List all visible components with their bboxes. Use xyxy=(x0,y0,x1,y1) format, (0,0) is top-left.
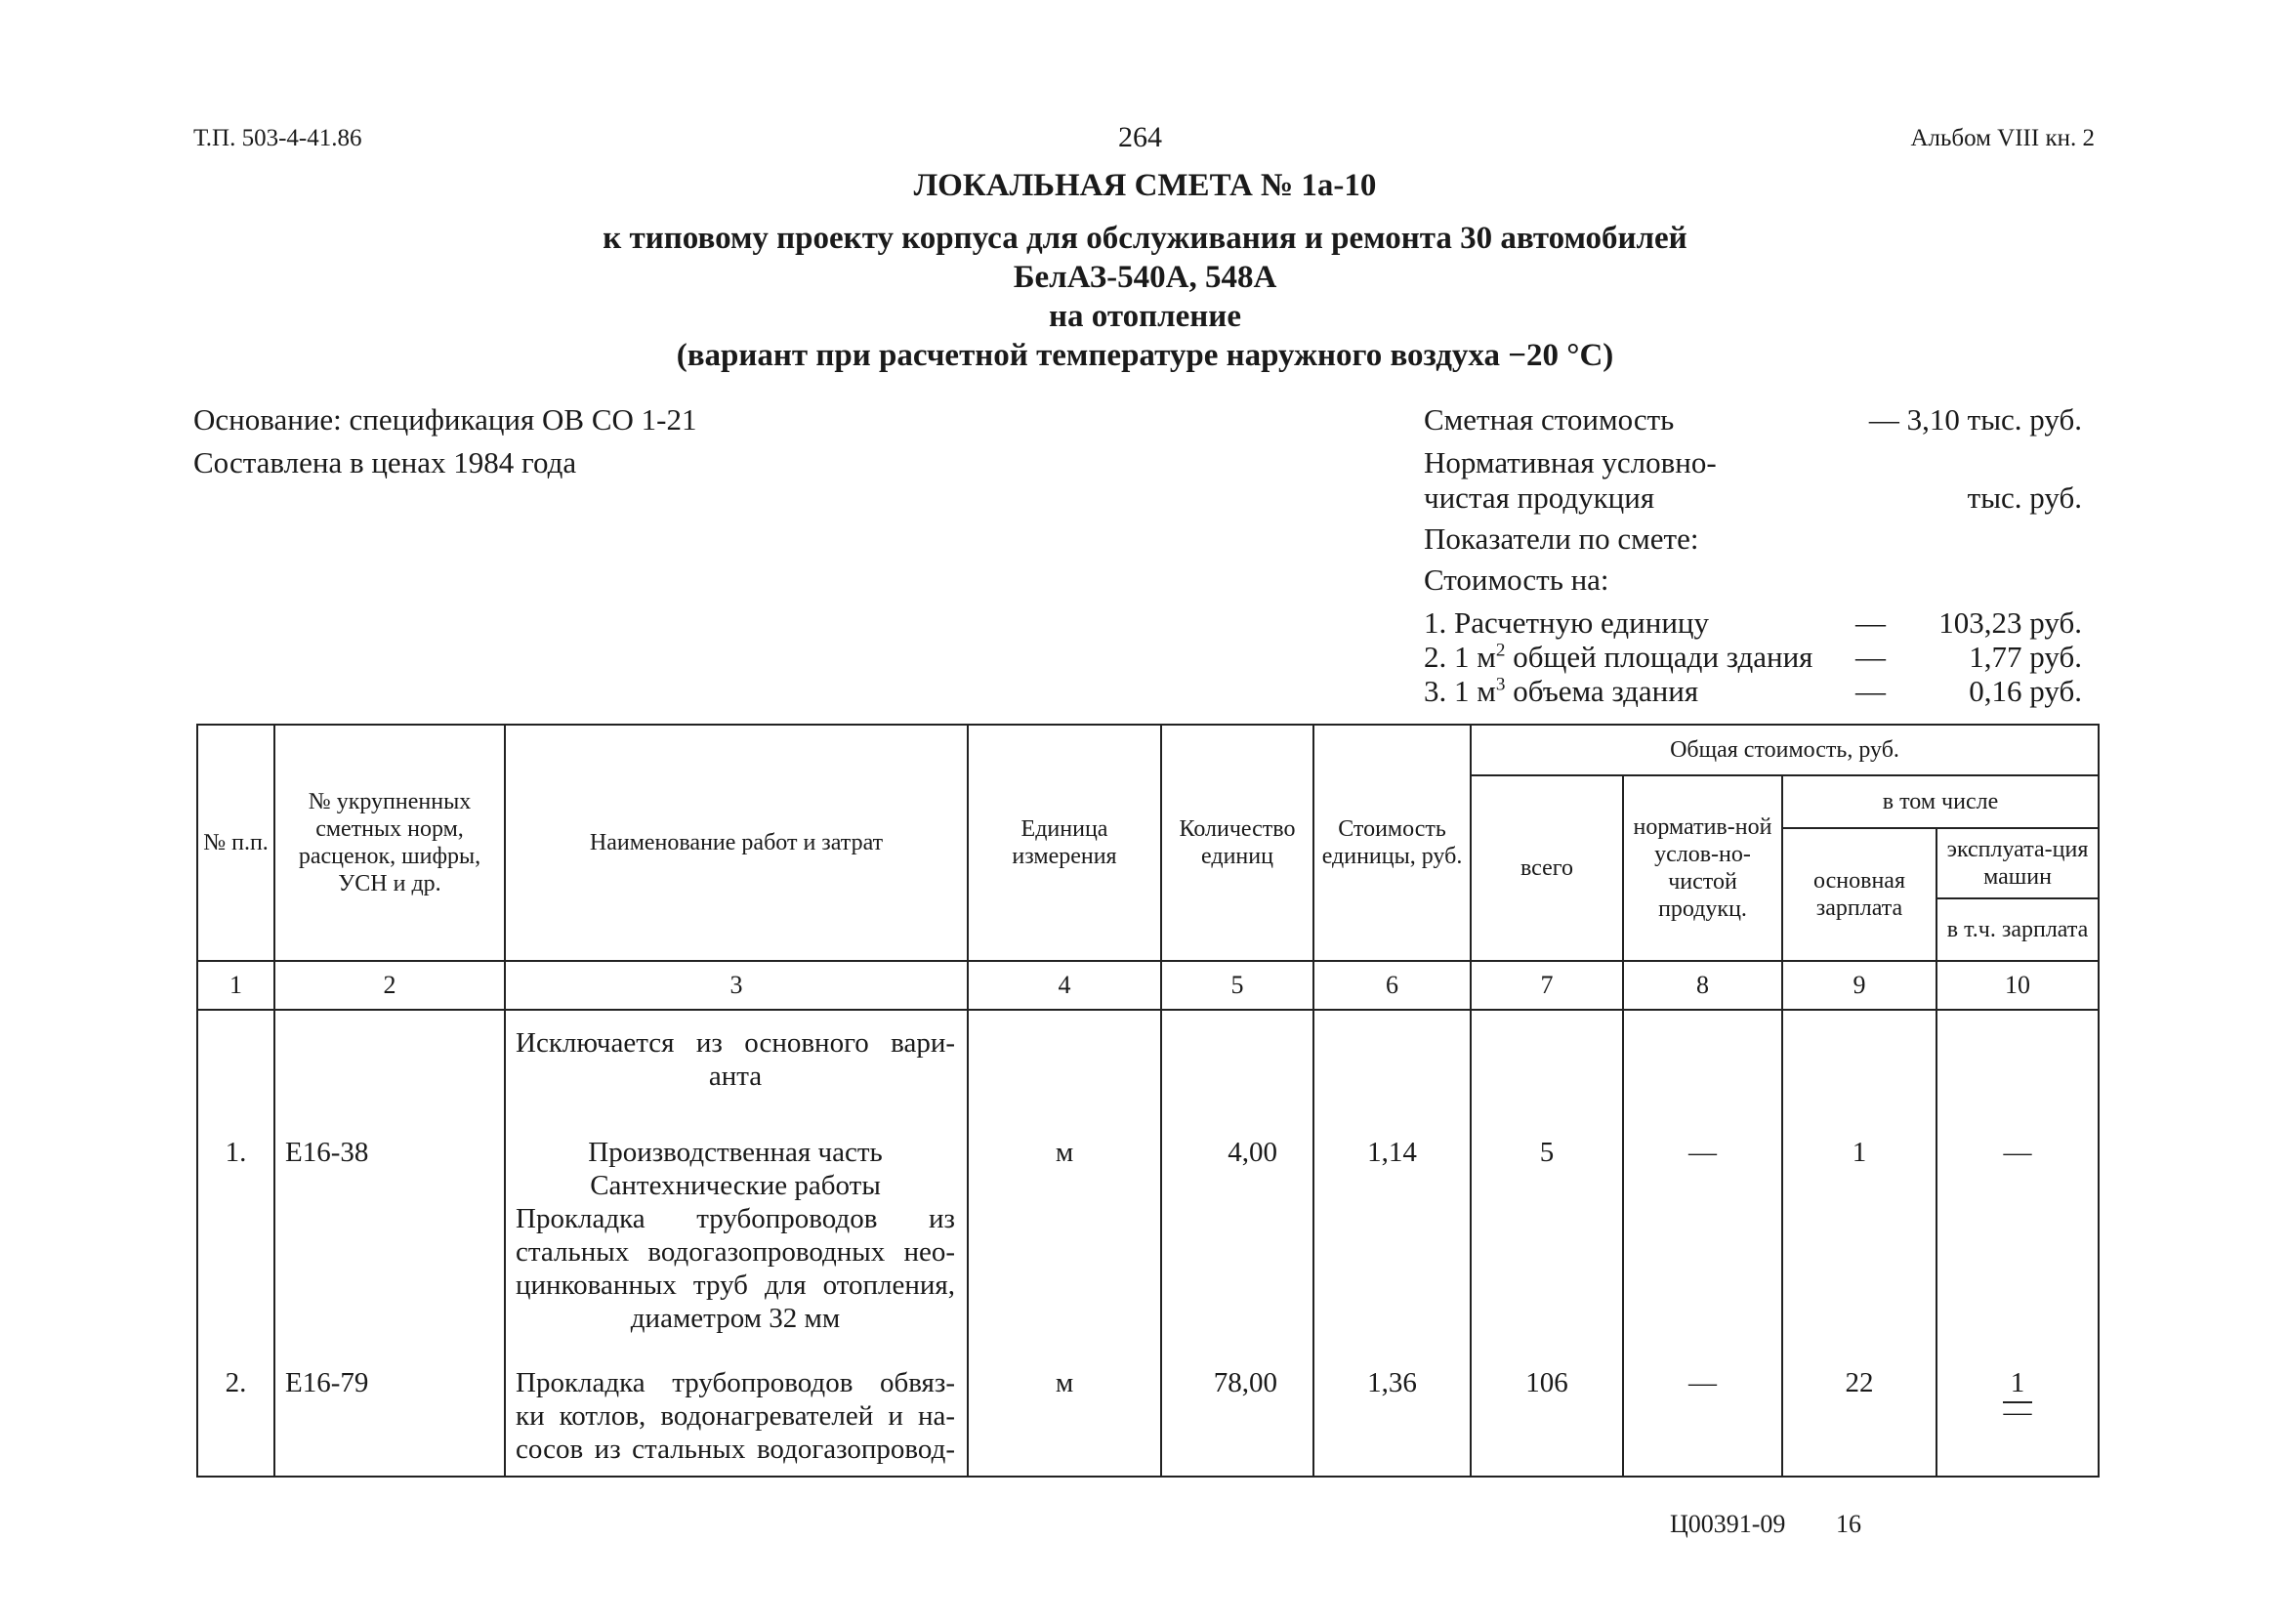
row-2-unit-cost: 1,36 xyxy=(1367,1367,1417,1398)
basis-spec: Основание: спецификация ОВ СО 1-21 xyxy=(193,402,697,437)
body-col-machines xyxy=(1936,1010,2099,1477)
header-norm: норматив-ной услов-но-чистой продукц. xyxy=(1623,775,1782,961)
col-num-3: 3 xyxy=(505,961,968,1010)
body-col-norm xyxy=(1623,1010,1782,1477)
row-1-unit-cost: 1,14 xyxy=(1367,1137,1417,1168)
cost-label: Сметная стоимость xyxy=(1424,402,1675,437)
row-2-line-1: Прокладка трубопроводов обвяз- xyxy=(516,1367,955,1398)
header-qty: Количество единиц xyxy=(1161,725,1313,961)
indicators-label: Показатели по смете: xyxy=(1424,521,1699,556)
row-2-norm: — xyxy=(1688,1367,1717,1398)
header-incl: в том числе xyxy=(1782,775,2099,828)
col-num-1: 1 xyxy=(197,961,274,1010)
row-1-total: 5 xyxy=(1539,1137,1555,1168)
header-total-group: Общая стоимость, руб. xyxy=(1471,725,2099,775)
row-2-num: 2. xyxy=(225,1367,247,1398)
indicator-1-dash: — xyxy=(1855,605,1886,640)
row-1-machines: — xyxy=(2003,1137,2032,1168)
body-col-name xyxy=(505,1010,968,1477)
basis-prices: Составлена в ценах 1984 года xyxy=(193,445,577,479)
estimate-title: ЛОКАЛЬНАЯ СМЕТА № 1а-10 xyxy=(913,168,1377,203)
row-1-num: 1. xyxy=(225,1137,247,1168)
table-body xyxy=(197,1010,2099,1477)
norm-value: тыс. руб. xyxy=(1967,480,2082,515)
header-name: Наименование работ и затрат xyxy=(505,725,968,961)
row-1-line-1: Производственная часть xyxy=(588,1137,883,1168)
cost-on-label: Стоимость на: xyxy=(1424,562,1609,597)
row-2-salary: 22 xyxy=(1845,1367,1874,1398)
doc-code: Т.П. 503-4-41.86 xyxy=(193,125,362,151)
indicator-3-dash: — xyxy=(1855,674,1886,708)
row-1-code: Е16-38 xyxy=(285,1137,369,1168)
footer-number: 16 xyxy=(1836,1510,1861,1538)
col-num-9: 9 xyxy=(1782,961,1936,1010)
col-num-5: 5 xyxy=(1161,961,1313,1010)
col-num-10: 10 xyxy=(1936,961,2099,1010)
col-num-6: 6 xyxy=(1313,961,1471,1010)
body-col-qty xyxy=(1161,1010,1313,1477)
estimate-subtitle-4: (вариант при расчетной температуре наружного воздуха −20 °С) xyxy=(676,338,1614,373)
row-2-code: Е16-79 xyxy=(285,1367,369,1398)
body-col-num xyxy=(197,1010,274,1477)
row-1-salary: 1 xyxy=(1852,1137,1867,1168)
row-1-line-5: цинкованных труб для отопления, xyxy=(516,1270,955,1301)
row-1-norm: — xyxy=(1688,1137,1717,1168)
header-machines-salary: в т.ч. зарплата xyxy=(1936,898,2099,961)
norm-label-2: чистая продукция xyxy=(1424,480,1655,515)
col-num-8: 8 xyxy=(1623,961,1782,1010)
album-label: Альбом VIII кн. 2 xyxy=(1910,125,2095,151)
row-1-name xyxy=(516,1136,955,1335)
indicator-2-dash: — xyxy=(1855,640,1886,674)
col-num-4: 4 xyxy=(968,961,1161,1010)
row-2-line-3: сосов из стальных водогазопровод- xyxy=(516,1434,955,1465)
cost-value: — 3,10 тыс. руб. xyxy=(1868,402,2082,437)
header-unit-cost: Стоимость единицы, руб. xyxy=(1313,725,1471,961)
header-total: всего xyxy=(1471,775,1623,961)
estimate-subtitle-1: к типовому проекту корпуса для обслуживания и ремонта 30 автомобилей xyxy=(603,221,1687,256)
body-col-code xyxy=(274,1010,505,1477)
col-num-2: 2 xyxy=(274,961,505,1010)
norm-label-1: Нормативная условно- xyxy=(1424,445,1717,479)
intro-line-1: Исключается из основного вари- xyxy=(516,1027,955,1059)
row-2-line-2: ки котлов, водонагревателей и на- xyxy=(516,1400,955,1432)
body-col-total xyxy=(1471,1010,1623,1477)
body-col-salary xyxy=(1782,1010,1936,1477)
row-1-qty: 4,00 xyxy=(1228,1137,1277,1168)
header-num: № п.п. xyxy=(197,725,274,961)
row-2-qty: 78,00 xyxy=(1213,1367,1277,1398)
header-code: № укрупненных сметных норм, расценок, шифры, УСН и др. xyxy=(274,725,505,961)
page-number: 264 xyxy=(1118,121,1162,153)
estimate-subtitle-3: на отопление xyxy=(1049,299,1241,334)
row-2-machines-salary: — xyxy=(2003,1396,2032,1428)
row-2-name xyxy=(516,1366,955,1466)
row-2-unit: м xyxy=(1055,1367,1074,1398)
estimate-subtitle-2: БелАЗ-540А, 548А xyxy=(1013,260,1277,295)
row-2-machines: 1 xyxy=(2003,1366,2033,1403)
indicator-3-label: 3. 1 $м^3$ объема здания xyxy=(1424,674,1699,708)
body-col-unit xyxy=(968,1010,1161,1477)
intro-text xyxy=(516,1026,955,1093)
row-1-line-2: Сантехнические работы xyxy=(590,1170,881,1201)
column-numbers-row xyxy=(197,961,2099,1010)
indicator-3-value: 0,16 руб. xyxy=(1969,674,2082,708)
header-salary: основная зарплата xyxy=(1782,828,1936,961)
body-col-unit-cost xyxy=(1313,1010,1471,1477)
col-num-7: 7 xyxy=(1471,961,1623,1010)
footer-code: Ц00391-09 xyxy=(1670,1510,1786,1538)
row-1-line-3: Прокладка трубопроводов из xyxy=(516,1203,955,1234)
estimate-table xyxy=(196,724,2100,1478)
indicator-1-label: 1. Расчетную единицу xyxy=(1424,605,1710,640)
header-unit: Единица измерения xyxy=(968,725,1161,961)
indicator-2-label: 2. 1 $м^2$ общей площади здания xyxy=(1424,640,1813,674)
row-1-line-6: диаметром 32 мм xyxy=(630,1303,841,1334)
intro-line-2: анта xyxy=(708,1061,763,1092)
indicator-2-value: 1,77 руб. xyxy=(1969,640,2082,674)
row-1-line-4: стальных водогазопроводных нео- xyxy=(516,1236,955,1268)
header-machines: эксплуата-ция машин xyxy=(1936,828,2099,898)
indicator-1-value: 103,23 руб. xyxy=(1938,605,2082,640)
row-1-unit: м xyxy=(1055,1137,1074,1168)
row-2-total: 106 xyxy=(1525,1367,1568,1398)
